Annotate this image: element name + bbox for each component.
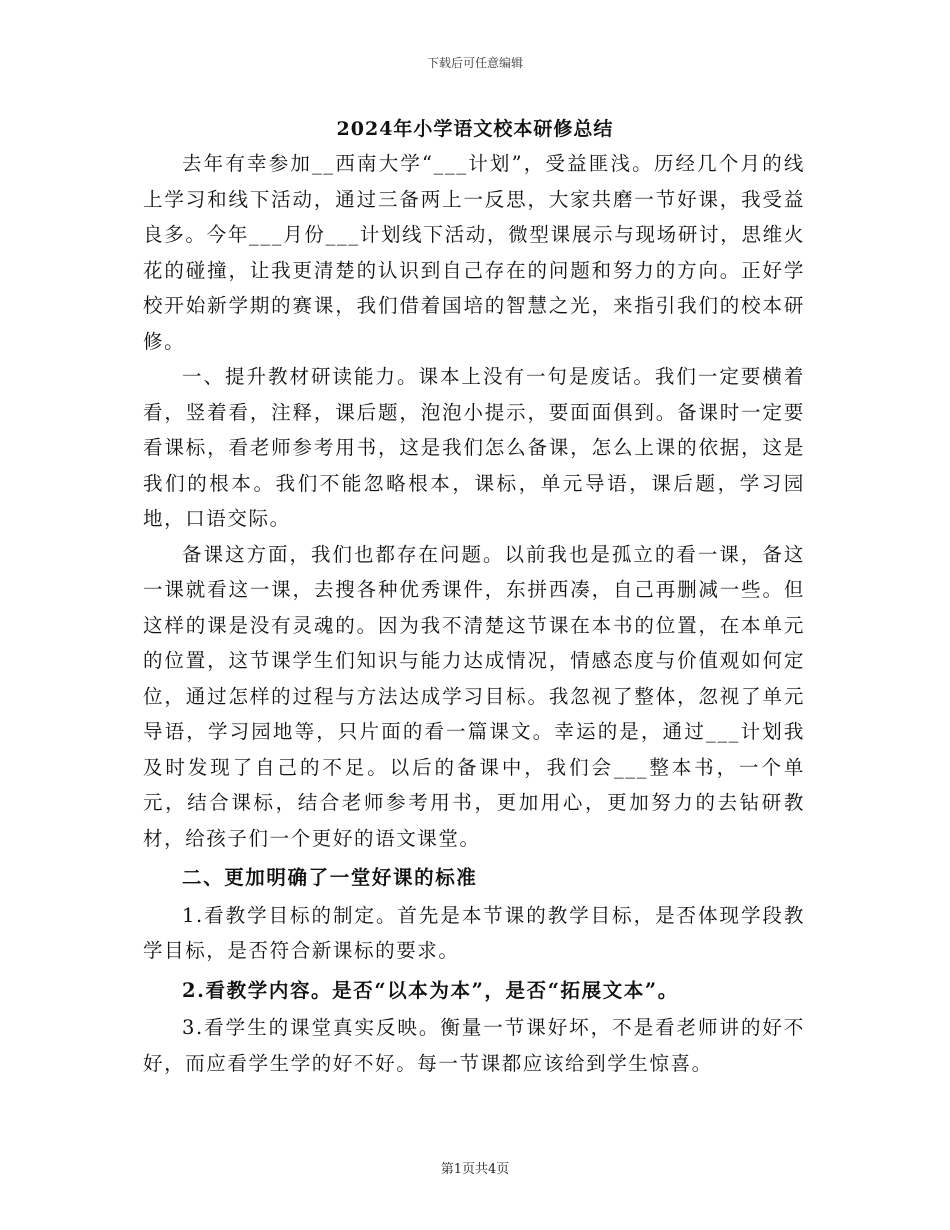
document-title: 2024年小学语文校本研修总结 bbox=[336, 118, 614, 140]
paragraph-intro: 去年有幸参加__西南大学“___计划”，受益匪浅。历经几个月的线上学习和线下活动，通过三备两上一反思，大家共磨一节好课，我受益良多。今年___月份___计划线下活动，微型课展示与现场研讨，思维火花的碰撞，让我更清楚的认识到自己存在的问题和努力的方向。正好学校开始新学期的赛课，我们借着国培的智慧之光，来指引我们的校本研修。 bbox=[143, 152, 805, 353]
section-heading-two: 二、更加明确了一堂好课的标准 bbox=[182, 866, 478, 889]
paragraph-section-one: 一、提升教材研读能力。课本上没有一句是废话。我们一定要横着看，竖着看，注释，课后题，泡泡小提示，要面面俱到。备课时一定要看课标，看老师参考用书，这是我们怎么备课，怎么上课的依据，这是我们的根本。我们不能忽略根本，课标，单元导语，课后题，学习园地，口语交际。 bbox=[143, 365, 805, 530]
page-number: 第1页共4页 bbox=[440, 1162, 510, 1177]
list-item-students: 3.看学生的课堂真实反映。衡量一节课好坏，不是看老师讲的好不好，而应看学生学的好不好。每一节课都应该给到学生惊喜。 bbox=[143, 1016, 805, 1075]
paragraph-lesson-prep: 备课这方面，我们也都存在问题。以前我也是孤立的看一课，备这一课就看这一课，去搜各种优秀课件，东拼西凑，自己再删减一些。但这样的课是没有灵魂的。因为我不清楚这节课在本书的位置，在本单元的位置，这节课学生们知识与能力达成情况，情感态度与价值观如何定位，通过怎样的过程与方法达成学习目标。我忽视了整体，忽视了单元导语，学习园地等，只片面的看一篇课文。幸运的是，通过___计划我及时发现了自己的不足。以后的备课中，我们会___整本书，一个单元，结合课标，结合老师参考用书，更加用心，更加努力的去钻研教材，给孩子们一个更好的语文课堂。 bbox=[143, 542, 805, 850]
document-body bbox=[143, 146, 805, 1081]
list-item-content: 2.看教学内容。是否“以本为本”，是否“拓展文本”。 bbox=[182, 978, 679, 1002]
list-item-goals: 1.看教学目标的制定。首先是本节课的教学目标，是否体现学段教学目标，是否符合新课标的要求。 bbox=[143, 903, 805, 962]
header-note: 下载后可任意编辑 bbox=[426, 56, 523, 70]
